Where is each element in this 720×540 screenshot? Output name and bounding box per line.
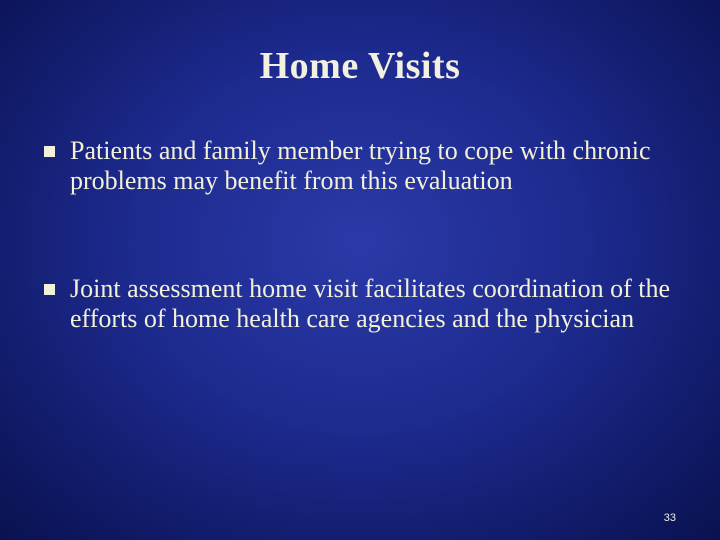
bullet-list [44, 136, 674, 334]
bullet-item [44, 274, 674, 334]
slide-number: 33 [663, 512, 676, 524]
square-bullet-icon [44, 284, 55, 295]
square-bullet-icon [44, 146, 55, 157]
bullet-item [44, 136, 674, 196]
bullet-text: Patients and family member trying to cope with chronic problems may benefit from this evaluation [70, 136, 651, 195]
slide-title: Home Visits [259, 45, 461, 87]
bullet-text: Joint assessment home visit facilitates coordination of the efforts of home health care agencies and the physician [70, 274, 671, 333]
